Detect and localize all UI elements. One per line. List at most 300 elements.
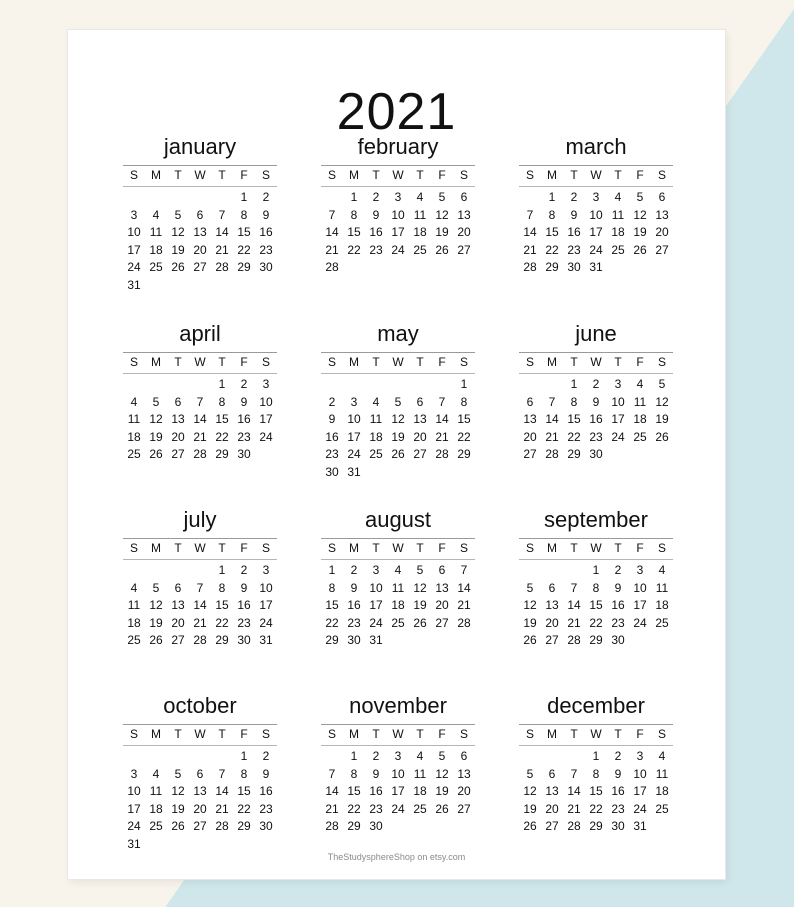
day-cell: 20 <box>193 801 207 816</box>
day-cell: 23 <box>325 447 339 461</box>
day-cell: 12 <box>149 598 163 612</box>
day-cell: 22 <box>237 242 251 257</box>
day-grid <box>321 374 475 481</box>
day-cell: 13 <box>655 207 669 222</box>
day-cell: 11 <box>369 412 383 426</box>
day-cell: 5 <box>438 749 446 763</box>
day-grid <box>123 374 277 464</box>
day-grid <box>519 746 673 836</box>
day-cell: 19 <box>413 598 427 612</box>
day-cell: 5 <box>438 190 446 204</box>
day-cell: 15 <box>325 598 339 612</box>
weekday-label: W <box>194 541 206 555</box>
day-cell: 3 <box>350 394 358 409</box>
day-cell: 12 <box>633 207 647 222</box>
day-cell: 17 <box>633 598 647 612</box>
day-cell: 4 <box>130 394 138 409</box>
weekday-header-row <box>123 166 277 187</box>
weekday-label: F <box>438 727 446 741</box>
day-cell: 27 <box>193 819 207 833</box>
day-cell: 9 <box>240 580 248 595</box>
day-cell: 13 <box>171 412 185 426</box>
day-cell: 6 <box>460 190 468 204</box>
month-february <box>321 133 475 277</box>
weekday-label: T <box>614 168 622 182</box>
day-cell: 25 <box>127 447 141 461</box>
day-cell: 24 <box>589 242 603 257</box>
day-cell: 14 <box>567 598 581 612</box>
month-november <box>321 692 475 836</box>
day-cell: 23 <box>369 242 383 257</box>
shop-credit: TheStudysphereShop on etsy.com <box>327 852 466 862</box>
day-cell: 30 <box>325 464 339 479</box>
day-cell: 20 <box>457 784 471 798</box>
day-cell: 13 <box>545 784 559 798</box>
day-cell: 17 <box>127 242 141 257</box>
day-cell: 13 <box>545 598 559 612</box>
day-cell: 12 <box>435 766 449 781</box>
day-cell: 19 <box>633 225 647 239</box>
day-cell: 9 <box>262 207 270 222</box>
day-cell: 23 <box>611 615 625 630</box>
day-cell: 21 <box>435 429 449 444</box>
day-cell: 3 <box>130 207 138 222</box>
weekday-label: M <box>349 727 359 741</box>
month-september <box>519 506 673 650</box>
day-cell: 25 <box>655 615 669 630</box>
weekday-label: M <box>547 355 557 369</box>
day-cell: 16 <box>611 784 625 798</box>
weekday-label: S <box>261 168 270 182</box>
weekday-header-row <box>123 539 277 560</box>
empty-cell <box>387 376 409 394</box>
day-cell: 25 <box>149 819 163 833</box>
day-cell: 29 <box>589 633 603 647</box>
day-cell: 15 <box>589 784 603 798</box>
day-cell: 27 <box>171 633 185 647</box>
weekday-label: T <box>416 355 424 369</box>
day-cell: 7 <box>218 207 226 222</box>
day-cell: 15 <box>237 225 251 239</box>
day-cell: 4 <box>394 563 402 577</box>
month-march <box>519 133 673 277</box>
empty-cell <box>123 748 145 766</box>
day-cell: 4 <box>416 190 424 204</box>
day-cell: 10 <box>633 580 647 595</box>
day-cell: 8 <box>592 766 600 781</box>
day-cell: 22 <box>567 429 581 444</box>
day-cell: 22 <box>347 242 361 257</box>
day-cell: 18 <box>369 429 383 444</box>
empty-cell <box>431 376 453 394</box>
empty-cell <box>321 376 343 394</box>
day-cell: 13 <box>435 580 449 595</box>
day-cell: 17 <box>127 801 141 816</box>
weekday-label: F <box>240 541 248 555</box>
day-cell: 19 <box>149 429 163 444</box>
weekday-label: S <box>657 727 666 741</box>
day-cell: 14 <box>215 784 229 798</box>
day-cell: 22 <box>545 242 559 257</box>
day-cell: 6 <box>658 190 666 204</box>
weekday-label: F <box>240 355 248 369</box>
day-cell: 2 <box>614 563 622 577</box>
weekday-label: T <box>372 168 380 182</box>
month-july <box>123 506 277 650</box>
day-cell: 26 <box>171 819 185 833</box>
day-cell: 3 <box>592 190 600 204</box>
day-cell: 30 <box>369 819 383 833</box>
day-cell: 3 <box>262 377 270 391</box>
day-cell: 27 <box>435 615 449 630</box>
day-cell: 7 <box>438 394 446 409</box>
day-cell: 7 <box>570 766 578 781</box>
day-cell: 28 <box>457 615 471 630</box>
empty-cell <box>541 748 563 766</box>
day-cell: 4 <box>614 190 622 204</box>
day-cell: 17 <box>633 784 647 798</box>
day-cell: 17 <box>611 412 625 426</box>
day-cell: 29 <box>237 260 251 274</box>
day-cell: 1 <box>592 749 600 763</box>
day-cell: 23 <box>589 429 603 444</box>
weekday-label: M <box>349 355 359 369</box>
day-cell: 3 <box>130 766 138 781</box>
day-cell: 1 <box>240 749 248 763</box>
month-title: april <box>179 321 221 346</box>
day-cell: 21 <box>193 615 207 630</box>
weekday-header-row <box>321 166 475 187</box>
day-cell: 9 <box>328 412 336 426</box>
day-cell: 1 <box>350 749 358 763</box>
day-cell: 24 <box>127 260 141 274</box>
day-cell: 8 <box>350 207 358 222</box>
month-title: october <box>163 693 237 718</box>
day-cell: 19 <box>391 429 405 444</box>
empty-cell <box>145 748 167 766</box>
day-cell: 8 <box>240 207 248 222</box>
day-cell: 9 <box>240 394 248 409</box>
day-cell: 21 <box>193 429 207 444</box>
day-cell: 12 <box>655 394 669 409</box>
day-cell: 14 <box>435 412 449 426</box>
day-cell: 1 <box>548 190 556 204</box>
day-cell: 8 <box>570 394 578 409</box>
day-cell: 19 <box>523 801 537 816</box>
day-cell: 2 <box>350 563 358 577</box>
month-june <box>519 320 673 464</box>
day-cell: 10 <box>391 766 405 781</box>
day-cell: 4 <box>152 207 160 222</box>
day-cell: 28 <box>215 819 229 833</box>
day-cell: 16 <box>325 429 339 444</box>
day-grid <box>321 746 475 836</box>
day-cell: 2 <box>372 749 380 763</box>
day-grid <box>519 187 673 277</box>
day-grid <box>123 560 277 650</box>
day-cell: 12 <box>171 225 185 239</box>
weekday-header-row <box>321 353 475 374</box>
day-cell: 24 <box>127 819 141 833</box>
day-cell: 4 <box>636 377 644 391</box>
day-cell: 4 <box>130 580 138 595</box>
day-cell: 20 <box>655 225 669 239</box>
day-cell: 15 <box>347 225 361 239</box>
day-cell: 22 <box>589 801 603 816</box>
empty-cell <box>541 376 563 394</box>
day-cell: 1 <box>218 563 226 577</box>
day-cell: 24 <box>611 429 625 444</box>
day-cell: 5 <box>152 580 160 595</box>
day-cell: 16 <box>567 225 581 239</box>
weekday-label: W <box>590 168 602 182</box>
weekday-label: W <box>590 541 602 555</box>
day-cell: 12 <box>435 207 449 222</box>
day-cell: 11 <box>391 580 405 595</box>
weekday-label: W <box>392 355 404 369</box>
day-cell: 20 <box>171 429 185 444</box>
day-cell: 15 <box>215 412 229 426</box>
weekday-label: W <box>194 727 206 741</box>
empty-cell <box>321 748 343 766</box>
empty-cell <box>167 376 189 394</box>
weekday-label: W <box>590 727 602 741</box>
day-cell: 6 <box>548 766 556 781</box>
weekday-label: F <box>636 168 644 182</box>
weekday-label: S <box>525 727 534 741</box>
day-cell: 31 <box>633 819 647 833</box>
day-cell: 29 <box>457 447 471 461</box>
day-cell: 13 <box>193 225 207 239</box>
day-cell: 8 <box>328 580 336 595</box>
day-cell: 18 <box>127 429 141 444</box>
day-cell: 28 <box>545 447 559 461</box>
weekday-label: F <box>636 541 644 555</box>
day-cell: 1 <box>350 190 358 204</box>
weekday-label: W <box>392 541 404 555</box>
weekday-label: M <box>547 727 557 741</box>
day-cell: 19 <box>655 412 669 426</box>
day-cell: 8 <box>218 394 226 409</box>
day-grid <box>519 560 673 650</box>
weekday-label: T <box>174 168 182 182</box>
day-cell: 13 <box>457 207 471 222</box>
day-cell: 21 <box>523 242 537 257</box>
day-cell: 25 <box>149 260 163 274</box>
weekday-header-row <box>519 725 673 746</box>
weekday-label: S <box>657 541 666 555</box>
weekday-header-row <box>519 166 673 187</box>
day-cell: 8 <box>592 580 600 595</box>
weekday-label: T <box>174 727 182 741</box>
day-cell: 10 <box>259 394 273 409</box>
month-april <box>123 320 277 464</box>
weekday-label: T <box>570 541 578 555</box>
day-cell: 24 <box>633 615 647 630</box>
empty-cell <box>167 748 189 766</box>
empty-cell <box>519 562 541 580</box>
weekday-label: T <box>218 168 226 182</box>
day-cell: 11 <box>611 207 625 222</box>
day-cell: 6 <box>174 394 182 409</box>
weekday-header-row <box>519 353 673 374</box>
day-cell: 8 <box>350 766 358 781</box>
month-january <box>123 133 277 294</box>
day-cell: 22 <box>215 615 229 630</box>
day-cell: 19 <box>435 784 449 798</box>
day-cell: 25 <box>633 429 647 444</box>
weekday-label: F <box>636 727 644 741</box>
day-cell: 6 <box>174 580 182 595</box>
day-cell: 14 <box>325 225 339 239</box>
day-cell: 7 <box>548 394 556 409</box>
day-cell: 6 <box>548 580 556 595</box>
day-cell: 22 <box>347 801 361 816</box>
empty-cell <box>519 376 541 394</box>
weekday-label: S <box>525 168 534 182</box>
day-cell: 18 <box>655 598 669 612</box>
day-cell: 12 <box>391 412 405 426</box>
weekday-label: W <box>194 355 206 369</box>
day-cell: 5 <box>394 394 402 409</box>
day-cell: 14 <box>193 412 207 426</box>
day-cell: 5 <box>416 563 424 577</box>
day-cell: 2 <box>262 749 270 763</box>
day-cell: 25 <box>369 447 383 461</box>
day-cell: 17 <box>369 598 383 612</box>
day-cell: 30 <box>259 260 273 274</box>
empty-cell <box>123 189 145 207</box>
day-cell: 20 <box>457 225 471 239</box>
day-cell: 19 <box>435 225 449 239</box>
day-cell: 6 <box>526 394 534 409</box>
day-cell: 12 <box>523 598 537 612</box>
day-cell: 9 <box>372 766 380 781</box>
day-cell: 28 <box>567 819 581 833</box>
empty-cell <box>123 562 145 580</box>
day-cell: 18 <box>655 784 669 798</box>
day-cell: 15 <box>567 412 581 426</box>
day-cell: 25 <box>655 801 669 816</box>
day-grid <box>123 746 277 853</box>
empty-cell <box>189 562 211 580</box>
month-title: september <box>544 507 648 532</box>
empty-cell <box>563 748 585 766</box>
empty-cell <box>343 376 365 394</box>
day-cell: 21 <box>457 598 471 612</box>
day-cell: 29 <box>567 447 581 461</box>
day-cell: 21 <box>325 242 339 257</box>
day-cell: 29 <box>237 819 251 833</box>
day-cell: 3 <box>372 563 380 577</box>
day-cell: 19 <box>523 615 537 630</box>
day-cell: 8 <box>460 394 468 409</box>
day-grid <box>321 187 475 277</box>
day-cell: 23 <box>237 429 251 444</box>
month-title: july <box>183 507 217 532</box>
day-cell: 2 <box>570 190 578 204</box>
day-cell: 2 <box>240 377 248 391</box>
empty-cell <box>145 189 167 207</box>
weekday-label: S <box>129 541 138 555</box>
day-cell: 6 <box>438 563 446 577</box>
weekday-label: M <box>151 541 161 555</box>
day-cell: 21 <box>215 801 229 816</box>
day-cell: 2 <box>262 190 270 204</box>
empty-cell <box>123 376 145 394</box>
weekday-label: S <box>459 355 468 369</box>
day-cell: 27 <box>171 447 185 461</box>
weekday-label: M <box>349 168 359 182</box>
day-cell: 14 <box>457 580 471 595</box>
weekday-label: F <box>438 541 446 555</box>
day-cell: 8 <box>548 207 556 222</box>
weekday-header-row <box>321 725 475 746</box>
day-cell: 7 <box>196 580 204 595</box>
day-cell: 7 <box>196 394 204 409</box>
day-cell: 16 <box>347 598 361 612</box>
day-cell: 23 <box>369 801 383 816</box>
weekday-label: T <box>174 355 182 369</box>
weekday-label: F <box>240 727 248 741</box>
day-cell: 14 <box>545 412 559 426</box>
day-cell: 7 <box>328 766 336 781</box>
day-grid <box>321 560 475 650</box>
day-cell: 10 <box>259 580 273 595</box>
day-cell: 28 <box>523 260 537 274</box>
day-cell: 16 <box>237 412 251 426</box>
day-cell: 27 <box>457 801 471 816</box>
day-cell: 3 <box>614 377 622 391</box>
day-cell: 15 <box>237 784 251 798</box>
day-cell: 26 <box>171 260 185 274</box>
weekday-label: S <box>261 355 270 369</box>
weekday-header-row <box>123 353 277 374</box>
day-cell: 31 <box>347 464 361 479</box>
weekday-label: T <box>174 541 182 555</box>
weekday-label: S <box>525 355 534 369</box>
day-cell: 17 <box>589 225 603 239</box>
day-cell: 29 <box>215 447 229 461</box>
weekday-label: T <box>570 168 578 182</box>
day-cell: 29 <box>325 633 339 647</box>
day-cell: 31 <box>127 277 141 292</box>
day-cell: 29 <box>589 819 603 833</box>
day-cell: 11 <box>127 412 141 426</box>
day-cell: 30 <box>567 260 581 274</box>
weekday-label: T <box>614 355 622 369</box>
day-cell: 7 <box>218 766 226 781</box>
day-cell: 2 <box>328 394 336 409</box>
day-cell: 19 <box>171 801 185 816</box>
day-cell: 16 <box>369 784 383 798</box>
day-cell: 11 <box>633 394 647 409</box>
day-cell: 17 <box>347 429 361 444</box>
day-cell: 10 <box>127 784 141 798</box>
day-cell: 31 <box>259 633 273 647</box>
day-cell: 3 <box>394 190 402 204</box>
day-cell: 14 <box>523 225 537 239</box>
day-cell: 26 <box>435 242 449 257</box>
weekday-label: M <box>151 727 161 741</box>
day-cell: 22 <box>215 429 229 444</box>
day-cell: 30 <box>611 819 625 833</box>
weekday-label: T <box>372 727 380 741</box>
day-cell: 1 <box>328 563 336 577</box>
day-cell: 23 <box>567 242 581 257</box>
empty-cell <box>145 376 167 394</box>
day-cell: 6 <box>196 766 204 781</box>
